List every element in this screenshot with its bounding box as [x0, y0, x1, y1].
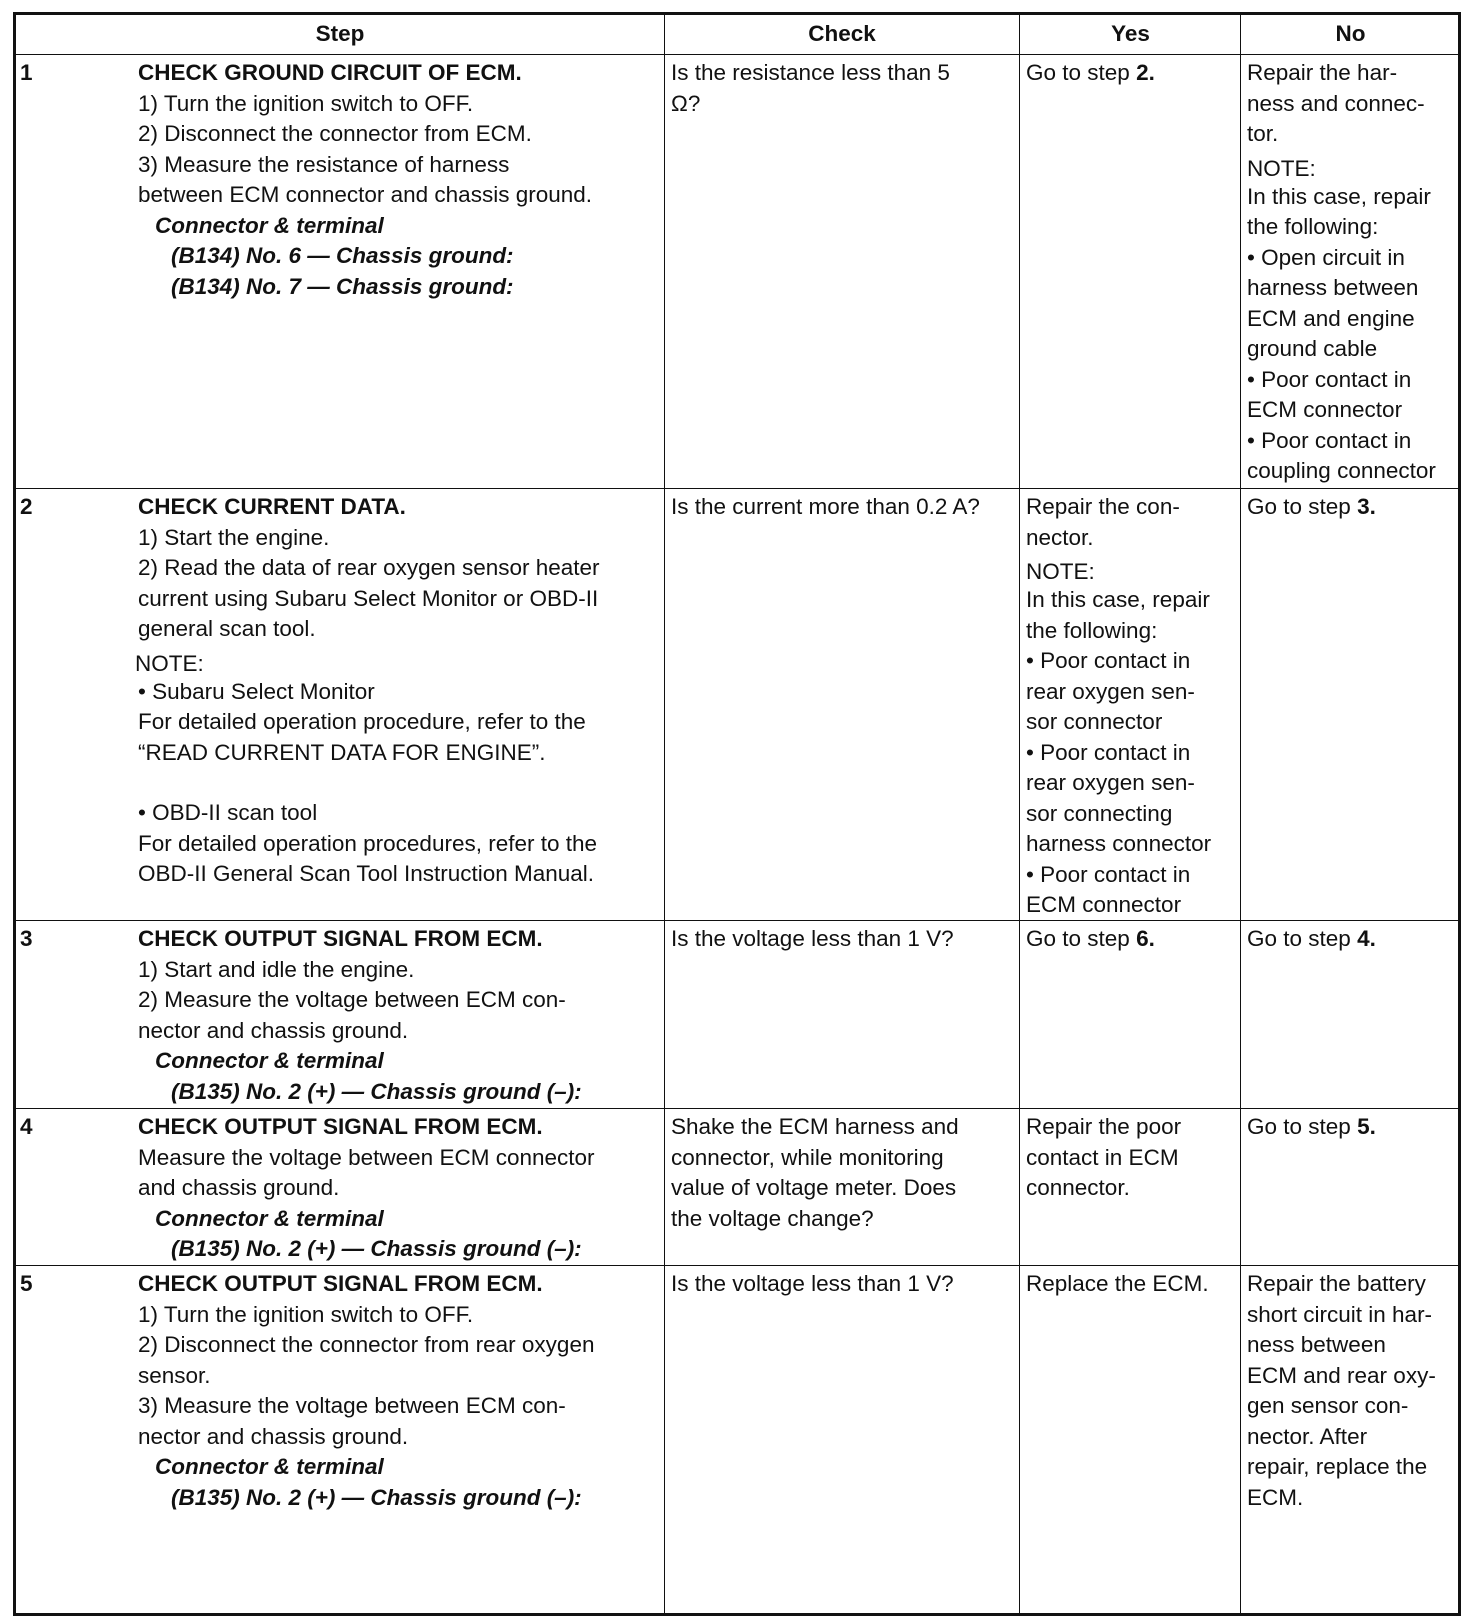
table-header-row [16, 15, 1458, 55]
step-note-line: For detailed operation procedure, refer to the [138, 709, 586, 734]
no-text: short circuit in har- [1247, 1301, 1433, 1327]
check-text: Is the voltage less than 1 V? [671, 1271, 954, 1296]
no-note-line: In this case, repair [1247, 183, 1431, 209]
check-text: Shake the ECM harness and [671, 1114, 959, 1139]
no-text: ECM and rear oxy- [1247, 1362, 1436, 1388]
step-line: 2) Read the data of rear oxygen sensor heater [138, 555, 600, 580]
step-line: sensor. [138, 1362, 211, 1388]
no-step-ref: 3. [1357, 494, 1376, 519]
table-row-step-1 [16, 55, 1458, 489]
diagnostic-table [13, 12, 1461, 1616]
no-text: Repair the battery [1247, 1271, 1426, 1296]
check-text: Is the current more than 0.2 A? [671, 494, 980, 519]
no-cell [1241, 1266, 1458, 1613]
yes-note-line: In this case, repair [1026, 587, 1210, 612]
step-note-line: OBD-II General Scan Tool Instruction Manual. [138, 861, 595, 886]
no-text: Go to step [1247, 926, 1358, 951]
step-title: CHECK CURRENT DATA. [138, 494, 406, 519]
table-row-step-2 [16, 489, 1458, 921]
no-text: Go to step [1247, 1114, 1358, 1139]
yes-text: connector. [1026, 1175, 1130, 1200]
no-cell [1241, 1109, 1458, 1265]
step-number: 1 [20, 60, 33, 85]
terminal-spec: (B135) No. 2 (+) — Chassis ground (–): [171, 1236, 582, 1261]
no-text: nector. After [1247, 1423, 1368, 1449]
no-note-line: • Poor contact in [1247, 366, 1412, 392]
yes-cell [1020, 1109, 1241, 1265]
no-text: ness and connec- [1247, 90, 1425, 116]
terminal-spec: (B135) No. 2 (+) — Chassis ground (–): [171, 1484, 582, 1510]
yes-text: nector. [1026, 524, 1094, 550]
check-text: Is the resistance less than 5 [671, 60, 950, 85]
no-note-line: the following: [1247, 214, 1379, 239]
note-label: NOTE: [1026, 559, 1095, 584]
step-content [135, 492, 658, 890]
check-text: the voltage change? [671, 1205, 874, 1231]
connector-terminal-label: Connector & terminal [155, 212, 384, 238]
step-note [135, 651, 658, 677]
step-title: CHECK OUTPUT SIGNAL FROM ECM. [138, 1114, 543, 1139]
header-yes: Yes [1020, 15, 1241, 54]
step-line: general scan tool. [138, 616, 316, 641]
check-text: value of voltage meter. Does [671, 1175, 957, 1200]
no-text: repair, replace the [1247, 1454, 1428, 1479]
yes-text: Go to step [1026, 60, 1137, 85]
step-line: 3) Measure the resistance of harness [138, 151, 510, 177]
connector-terminal-label: Connector & terminal [155, 1205, 384, 1231]
no-text: ECM. [1247, 1484, 1304, 1510]
step-content [138, 924, 658, 1107]
check-cell [665, 1109, 1020, 1265]
check-text: Is the voltage less than 1 V? [671, 926, 954, 951]
step-note-line: “READ CURRENT DATA FOR ENGINE”. [138, 739, 546, 765]
no-note [1247, 156, 1454, 182]
connector-terminal-label: Connector & terminal [155, 1048, 384, 1073]
check-cell [665, 1266, 1020, 1613]
yes-text: contact in ECM [1026, 1144, 1179, 1170]
step-content [138, 58, 658, 302]
yes-text: Replace the ECM. [1026, 1271, 1209, 1296]
yes-note-line: • Poor contact in [1026, 648, 1191, 673]
no-text: ness between [1247, 1332, 1386, 1357]
yes-note-line: • Poor contact in [1026, 861, 1191, 887]
yes-text: Go to step [1026, 926, 1137, 951]
no-text: Repair the har- [1247, 60, 1398, 85]
step-cell [16, 1266, 665, 1613]
no-note-line: • Open circuit in [1247, 244, 1405, 270]
yes-text: Repair the con- [1026, 494, 1180, 519]
header-check: Check [665, 15, 1020, 54]
no-note-line: harness between [1247, 275, 1419, 300]
no-text: Go to step [1247, 494, 1358, 519]
yes-note-line: rear oxygen sen- [1026, 678, 1195, 704]
yes-note-line: sor connector [1026, 709, 1163, 734]
step-content [138, 1112, 658, 1265]
yes-cell [1020, 921, 1241, 1108]
step-line: current using Subaru Select Monitor or OBD-II [138, 585, 599, 611]
no-note-line: ECM and engine [1247, 305, 1415, 331]
no-note-line: • Poor contact in [1247, 427, 1412, 453]
yes-cell [1020, 1266, 1241, 1613]
step-line: Measure the voltage between ECM connector [138, 1144, 595, 1170]
step-line: 1) Start the engine. [138, 524, 330, 550]
terminal-spec: (B134) No. 6 — Chassis ground: [171, 243, 514, 268]
connector-terminal-label: Connector & terminal [155, 1454, 384, 1479]
step-number: 5 [20, 1271, 33, 1296]
no-cell [1241, 489, 1458, 920]
no-cell [1241, 55, 1458, 488]
header-no: No [1335, 21, 1366, 46]
step-title: CHECK GROUND CIRCUIT OF ECM. [138, 60, 522, 85]
step-line: and chassis ground. [138, 1175, 340, 1200]
yes-note-line: • Poor contact in [1026, 739, 1191, 765]
no-step-ref: 4. [1357, 926, 1376, 951]
yes-note-line: the following: [1026, 617, 1158, 643]
step-cell [16, 1109, 665, 1265]
step-number: 4 [20, 1114, 33, 1139]
step-cell [16, 489, 665, 920]
header-step: Step [16, 15, 665, 54]
no-text: tor. [1247, 121, 1279, 146]
no-note-line: coupling connector [1247, 458, 1436, 483]
no-note-line: ground cable [1247, 336, 1378, 361]
step-title: CHECK OUTPUT SIGNAL FROM ECM. [138, 926, 543, 951]
note-label: NOTE: [135, 650, 204, 676]
yes-note-line: ECM connector [1026, 892, 1182, 917]
step-title: CHECK OUTPUT SIGNAL FROM ECM. [138, 1271, 543, 1296]
step-line: 1) Turn the ignition switch to OFF. [138, 90, 474, 116]
yes-cell [1020, 489, 1241, 920]
check-cell [665, 55, 1020, 488]
step-line: nector and chassis ground. [138, 1423, 409, 1449]
table-row-step-3 [16, 921, 1458, 1109]
step-line: between ECM connector and chassis ground. [138, 182, 593, 207]
step-number: 3 [20, 926, 33, 951]
step-line: nector and chassis ground. [138, 1017, 409, 1043]
check-text: Ω? [671, 90, 701, 116]
yes-note-line: harness connector [1026, 831, 1212, 856]
check-text: connector, while monitoring [671, 1144, 944, 1170]
yes-note-line: rear oxygen sen- [1026, 770, 1195, 795]
yes-step-ref: 2. [1136, 60, 1155, 85]
check-cell [665, 921, 1020, 1108]
step-line: 2) Disconnect the connector from rear oxygen [138, 1332, 595, 1357]
check-cell [665, 489, 1020, 920]
note-label: NOTE: [1247, 155, 1316, 181]
yes-step-ref: 6. [1136, 926, 1155, 951]
terminal-spec: (B134) No. 7 — Chassis ground: [171, 273, 514, 299]
table-row-step-5 [16, 1266, 1458, 1613]
step-cell [16, 921, 665, 1108]
step-note-line: • Subaru Select Monitor [138, 678, 375, 704]
step-cell [16, 55, 665, 488]
yes-note-line: sor connecting [1026, 800, 1173, 826]
step-note-line: For detailed operation procedures, refer to the [138, 830, 598, 856]
no-note-line: ECM connector [1247, 397, 1403, 422]
no-text: gen sensor con- [1247, 1393, 1409, 1418]
step-line: 2) Disconnect the connector from ECM. [138, 121, 532, 146]
step-note-line: • OBD-II scan tool [138, 800, 318, 825]
no-step-ref: 5. [1357, 1114, 1376, 1139]
step-line: 3) Measure the voltage between ECM con- [138, 1393, 566, 1418]
step-line: 1) Start and idle the engine. [138, 956, 415, 982]
step-number: 2 [20, 494, 33, 519]
yes-note [1026, 559, 1235, 585]
yes-cell [1020, 55, 1241, 488]
step-content [138, 1269, 658, 1513]
step-line: 2) Measure the voltage between ECM con- [138, 987, 566, 1012]
no-cell [1241, 921, 1458, 1108]
table-row-step-4 [16, 1109, 1458, 1266]
terminal-spec: (B135) No. 2 (+) — Chassis ground (–): [171, 1078, 582, 1104]
yes-text: Repair the poor [1026, 1114, 1182, 1139]
step-line: 1) Turn the ignition switch to OFF. [138, 1301, 474, 1327]
